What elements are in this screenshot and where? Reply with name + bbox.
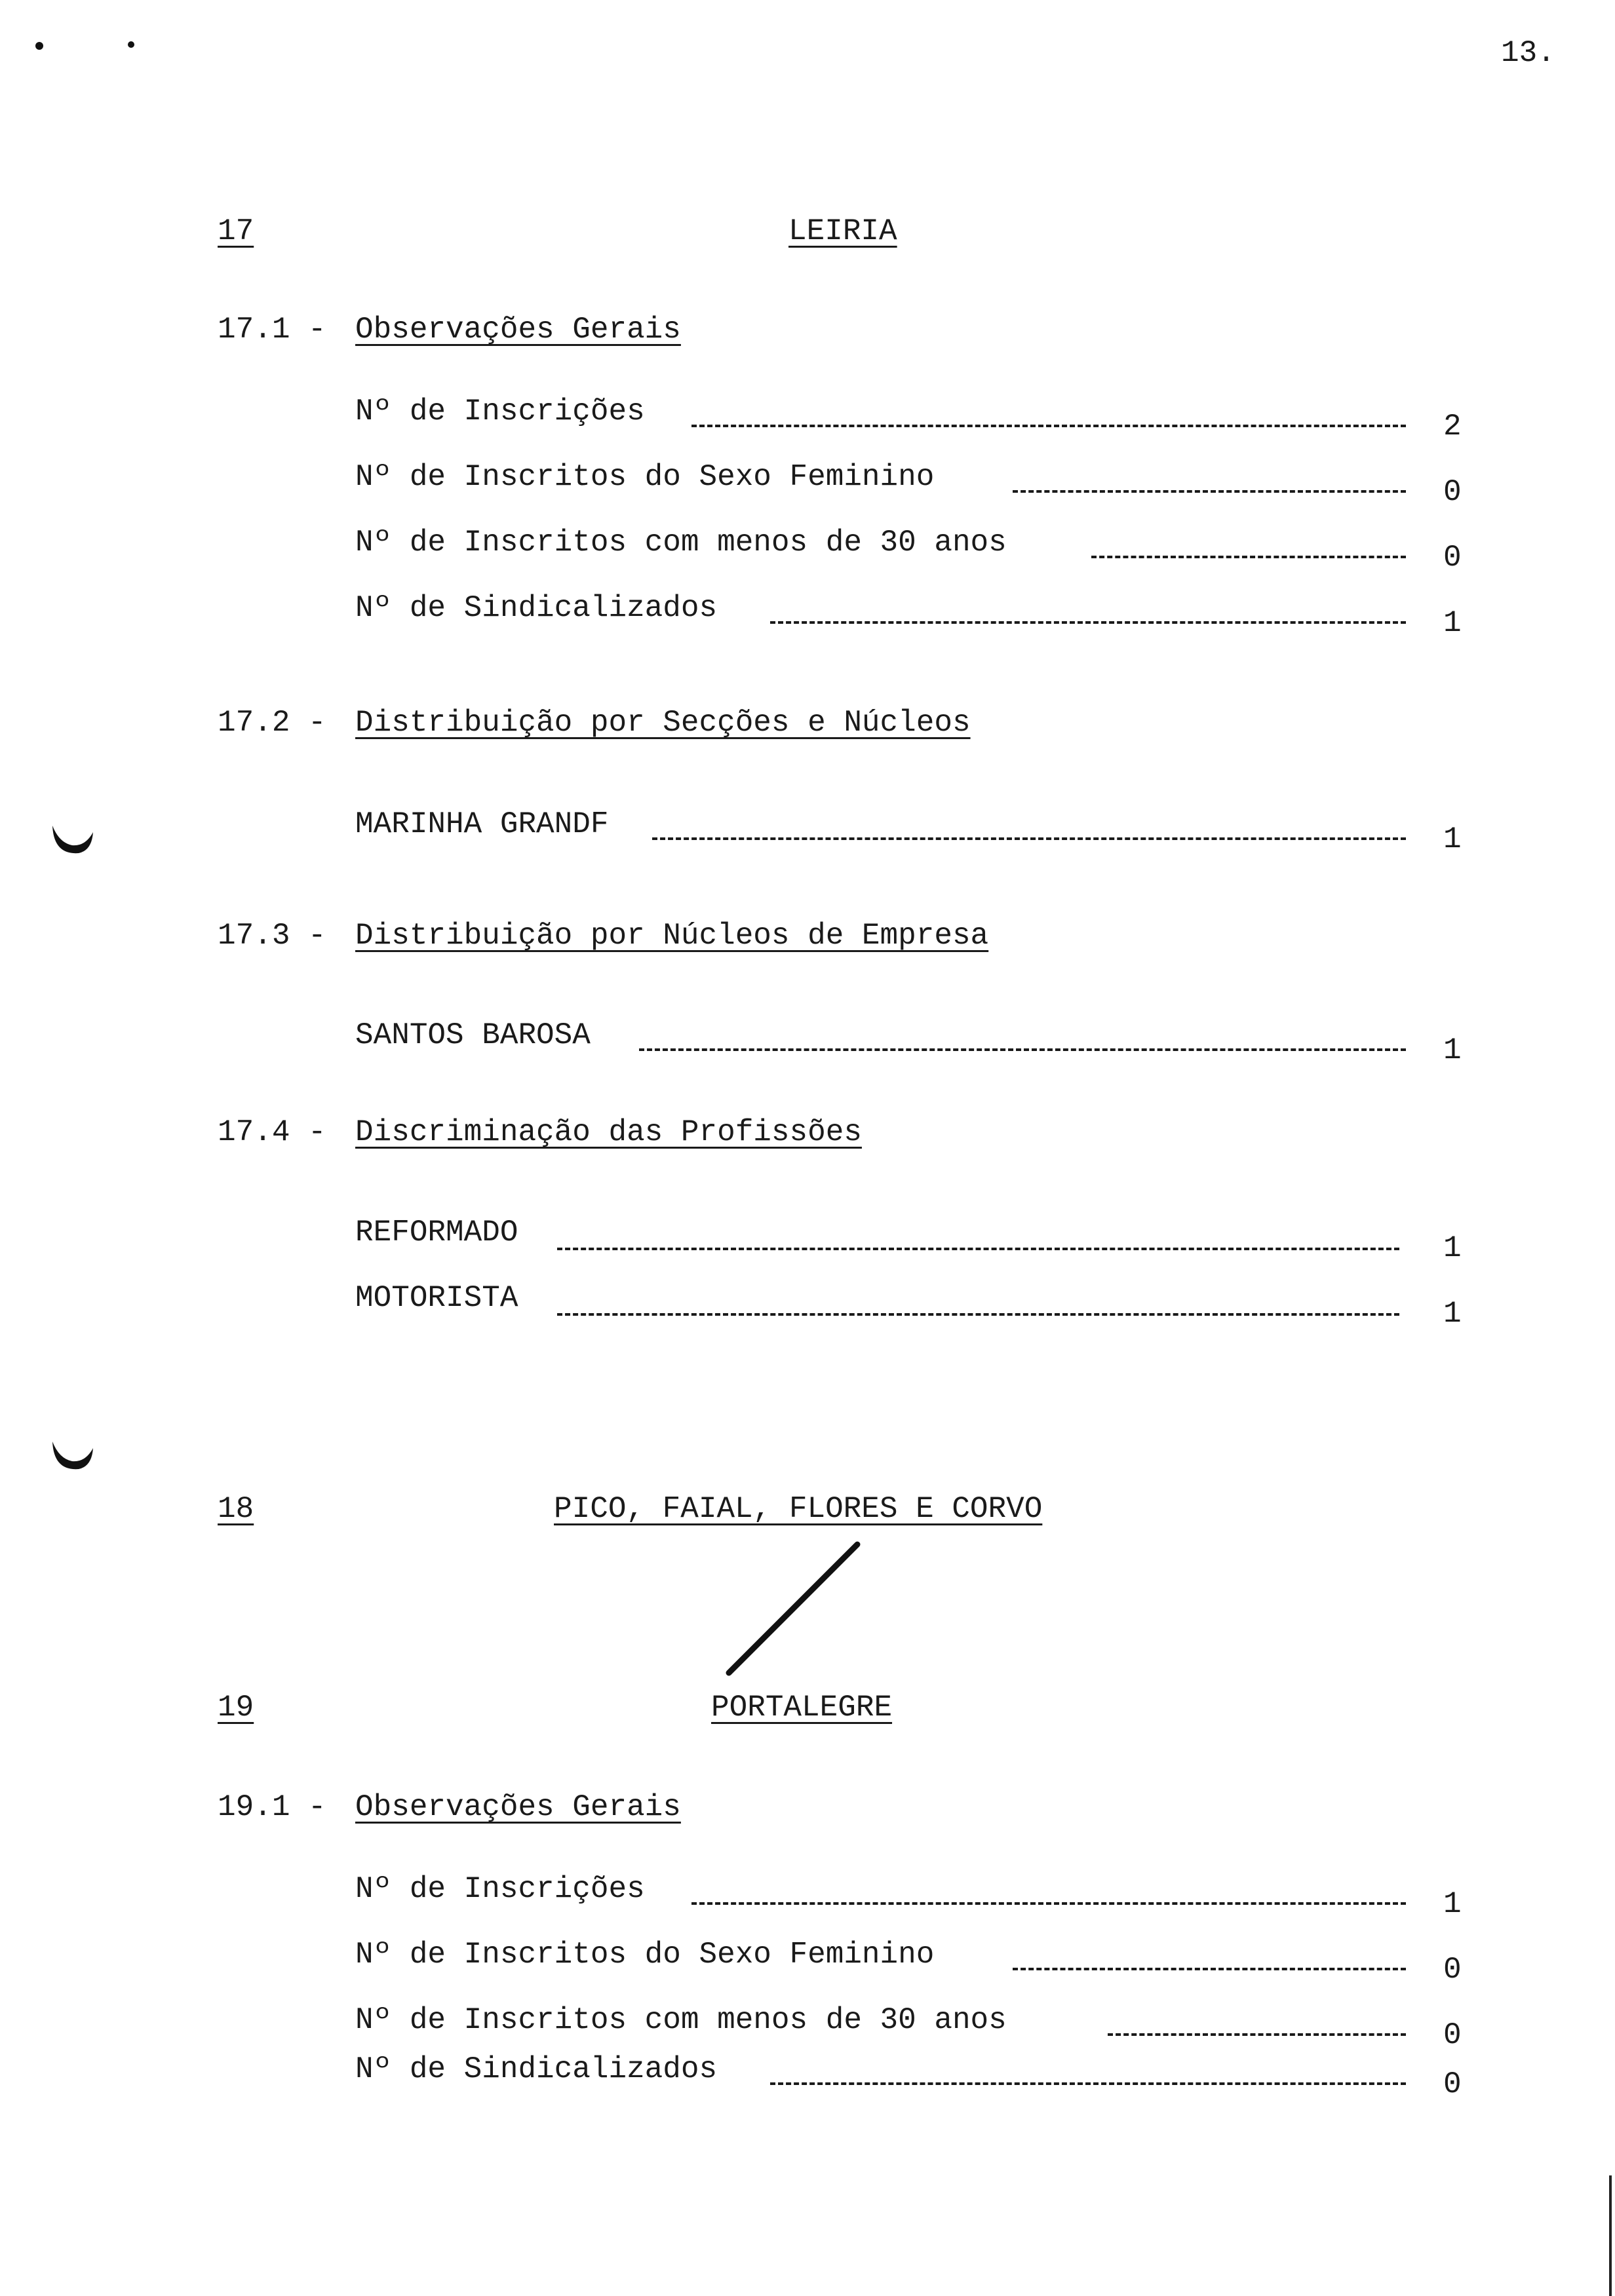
leader-dashes	[1013, 1968, 1406, 1970]
leader-dashes	[557, 1248, 1399, 1250]
subsection-label: 17.3 -	[218, 919, 326, 953]
stat-value: 0	[1443, 2018, 1462, 2052]
leader-dashes	[1108, 2033, 1406, 2036]
leader-dashes	[1091, 556, 1406, 558]
list-item-label: REFORMADO	[355, 1215, 518, 1250]
list-item-value: 1	[1443, 822, 1462, 856]
list-item-label: SANTOS BAROSA	[355, 1018, 591, 1052]
section-number: 18	[218, 1492, 254, 1526]
list-item-value: 1	[1443, 1297, 1462, 1331]
leader-dashes	[770, 621, 1406, 624]
stat-value: 1	[1443, 1887, 1462, 1921]
subsection-label: 17.2 -	[218, 706, 326, 740]
leader-dashes	[770, 2082, 1406, 2085]
subsection-title: Discriminação das Profissões	[355, 1115, 862, 1149]
stat-label: Nº de Inscrições	[355, 394, 645, 429]
list-item-value: 1	[1443, 1033, 1462, 1067]
stat-label: Nº de Inscrições	[355, 1872, 645, 1906]
leader-dashes	[1013, 490, 1406, 493]
stat-label: Nº de Sindicalizados	[355, 591, 718, 625]
subsection-title: Observações Gerais	[355, 313, 681, 347]
strike-slash	[714, 1537, 872, 1681]
stat-label: Nº de Inscritos do Sexo Feminino	[355, 460, 935, 494]
subsection-title: Distribuição por Secções e Núcleos	[355, 706, 971, 740]
leader-dashes	[691, 425, 1406, 427]
leader-dashes	[652, 837, 1406, 840]
stat-value: 0	[1443, 1953, 1462, 1987]
section-number: 17	[218, 214, 254, 248]
subsection-label: 17.4 -	[218, 1115, 326, 1149]
page-edge	[1609, 2175, 1612, 2296]
subsection-title: Observações Gerais	[355, 1790, 681, 1824]
list-item-label: MOTORISTA	[355, 1281, 518, 1315]
stat-label: Nº de Inscritos do Sexo Feminino	[355, 1938, 935, 1972]
stat-value: 0	[1443, 475, 1462, 509]
stat-value: 0	[1443, 2067, 1462, 2101]
subsection-title: Distribuição por Núcleos de Empresa	[355, 919, 989, 953]
leader-dashes	[691, 1902, 1406, 1905]
section-title: PICO, FAIAL, FLORES E CORVO	[554, 1492, 1043, 1526]
leader-dashes	[639, 1048, 1406, 1051]
section-title: PORTALEGRE	[711, 1691, 893, 1725]
leader-dashes	[557, 1313, 1399, 1316]
page-number: 13.	[1501, 36, 1555, 70]
punch-hole-mark	[46, 813, 98, 865]
stat-label: Nº de Inscritos com menos de 30 anos	[355, 2003, 1007, 2037]
stat-value: 1	[1443, 606, 1462, 640]
subsection-label: 17.1 -	[218, 313, 326, 347]
stat-label: Nº de Sindicalizados	[355, 2052, 718, 2086]
section-title: LEIRIA	[788, 214, 897, 248]
subsection-label: 19.1 -	[218, 1790, 326, 1824]
stat-label: Nº de Inscritos com menos de 30 anos	[355, 526, 1007, 560]
list-item-value: 1	[1443, 1231, 1462, 1265]
punch-hole-mark	[46, 1428, 98, 1481]
stat-value: 0	[1443, 541, 1462, 575]
list-item-label: MARINHA GRANDF	[355, 807, 609, 841]
section-number: 19	[218, 1691, 254, 1725]
specks	[26, 33, 157, 72]
stat-value: 2	[1443, 410, 1462, 444]
